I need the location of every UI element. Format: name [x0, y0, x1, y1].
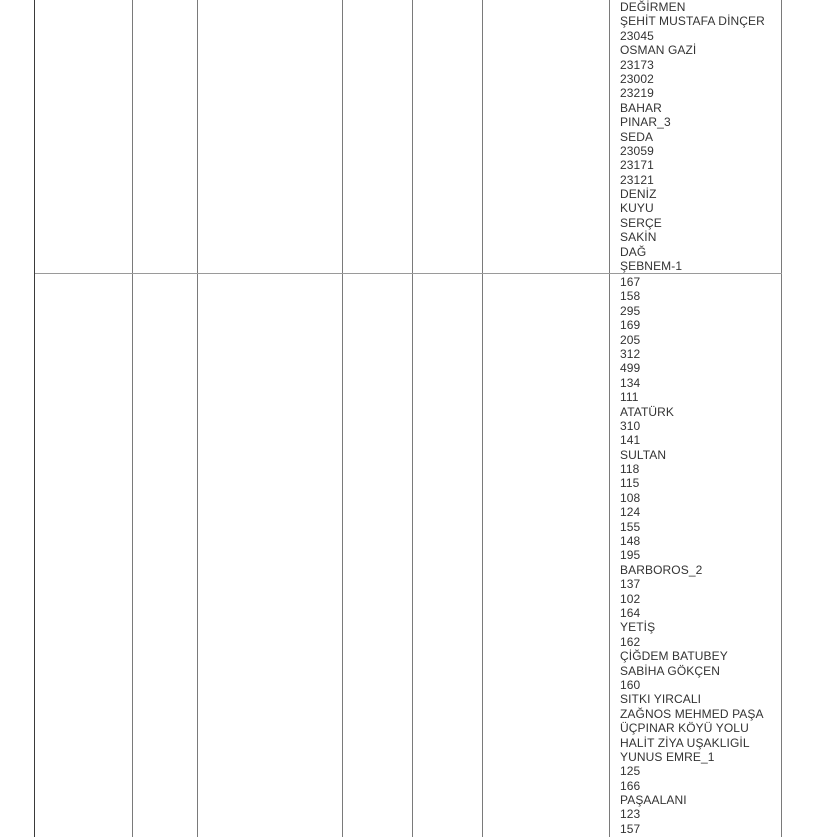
list-item: 118 [620, 462, 640, 477]
list-item: SEDA [620, 129, 654, 144]
list-item: 166 [620, 778, 641, 793]
list-item: 312 [620, 346, 641, 361]
list-item: 160 [620, 677, 641, 692]
list-item: OSMAN GAZİ [620, 43, 697, 58]
list-item: 205 [620, 332, 641, 347]
table-cell-street-list-row-1 [620, 0, 765, 273]
list-item: 23219 [620, 86, 654, 101]
list-item: DENİZ [620, 187, 657, 202]
list-item: 125 [620, 764, 641, 779]
list-item: PINAR_3 [620, 115, 671, 130]
list-item: 108 [620, 490, 641, 505]
list-item: SULTAN [620, 447, 667, 462]
list-item: 162 [620, 634, 641, 649]
list-item: DEĞİRMEN [620, 0, 686, 14]
list-item: SITKI YIRCALI [620, 692, 702, 707]
list-item: 115 [620, 476, 640, 491]
list-item: 134 [620, 375, 641, 390]
list-item: KUYU [620, 201, 654, 216]
list-item: DAĞ [620, 244, 647, 259]
table-cell-street-list-row-2 [620, 275, 764, 836]
list-item: 23002 [620, 71, 654, 86]
column-divider [482, 0, 483, 837]
list-item: BARBOROS_2 [620, 562, 703, 577]
list-item: ATATÜRK [620, 404, 675, 419]
column-divider [197, 0, 198, 837]
list-item: SAKİN [620, 230, 657, 245]
list-item: 23173 [620, 57, 654, 72]
list-item: HALİT ZİYA UŞAKLIGİL [620, 735, 750, 750]
list-item: PAŞAALANI [620, 793, 687, 808]
list-item: ÇİĞDEM BATUBEY [620, 649, 728, 664]
list-item: 23121 [620, 172, 654, 187]
column-divider [132, 0, 133, 837]
column-divider [412, 0, 413, 837]
list-item: 295 [620, 303, 641, 318]
list-item: ŞEBNEM-1 [620, 259, 683, 274]
list-item: 195 [620, 548, 641, 563]
table-border-right [781, 0, 782, 837]
table-border-left [34, 0, 35, 837]
list-item: 141 [620, 433, 641, 448]
list-item: SERÇE [620, 215, 662, 230]
list-item: 148 [620, 534, 641, 549]
list-item: 158 [620, 289, 641, 304]
list-item: ŞEHİT MUSTAFA DİNÇER [620, 14, 765, 29]
list-item: 310 [620, 418, 641, 433]
list-item: 123 [620, 807, 641, 822]
column-divider [609, 0, 610, 837]
column-divider [342, 0, 343, 837]
list-item: ÜÇPINAR KÖYÜ YOLU [620, 721, 749, 736]
list-item: 157 [620, 821, 641, 836]
list-item: 167 [620, 275, 641, 289]
list-item: 23059 [620, 143, 654, 158]
list-item: SABİHA GÖKÇEN [620, 663, 720, 678]
list-item: 499 [620, 361, 641, 376]
list-item: 155 [620, 519, 641, 534]
list-item: YUNUS EMRE_1 [620, 749, 715, 764]
list-item: 102 [620, 591, 641, 606]
list-item: YETİŞ [620, 620, 656, 635]
list-item: ZAĞNOS MEHMED PAŞA [620, 706, 764, 721]
list-item: 169 [620, 318, 641, 333]
list-item: BAHAR [620, 100, 662, 115]
list-item: 164 [620, 605, 641, 620]
list-item: 111 [620, 390, 639, 405]
list-item: 23045 [620, 28, 654, 43]
list-item: 124 [620, 505, 641, 520]
list-item: 137 [620, 577, 641, 592]
list-item: 23171 [620, 158, 654, 173]
